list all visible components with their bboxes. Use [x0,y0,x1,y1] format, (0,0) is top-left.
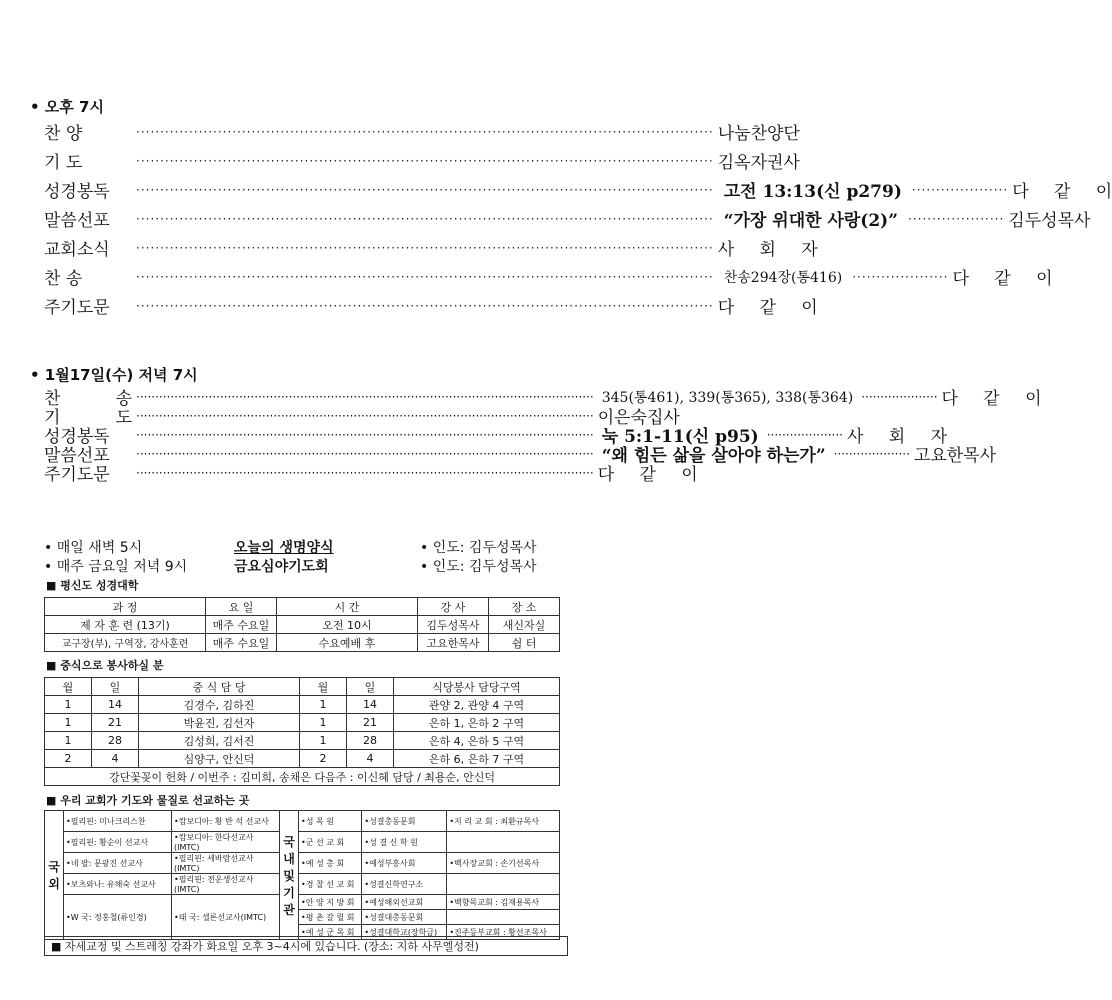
order-content: “왜 힘든 삶을 살아야 하는가” [601,446,826,466]
leader-dots: ···················· [833,446,910,461]
table-row [45,811,560,832]
mission-cell: •캄보디아: 한다선교사(IMTC) [172,832,280,853]
service-cell: 1 [300,714,347,732]
leader-dots: ························································································································ [136,465,594,480]
service-cell: 심양구, 안신덕 [139,750,300,768]
flower-row [45,768,560,786]
mission-cell: •성결대학교(장학금) [362,925,447,940]
order-row [44,147,800,174]
mission-cell: •경 찰 선 교 회 [299,874,362,895]
notice-friday-title: 금요심야기도회 [234,559,329,575]
order-leader: 김두성목사 [1008,211,1091,231]
service-cell: 21 [347,714,394,732]
leader-dots: ························································································································ [136,124,714,139]
service-cell: 박윤진, 김선자 [139,714,300,732]
order-label: 찬 송 [44,389,132,409]
order-label: 주기도문 [44,298,110,318]
order-content: 찬송294장(통416) [723,269,843,286]
mission-cell: •예 성 총 회 [299,853,362,874]
mission-cell [447,832,560,853]
leader-dots: ························································································································ [136,182,714,197]
flower-notice: 강단꽃꽂이 헌화 / 이번주 : 김미희, 송채은 다음주 : 이신혜 담당 / 최용순, 안신덕 [45,768,560,786]
service-cell: 1 [300,732,347,750]
mission-cell: •성 결 신 학 원 [362,832,447,853]
service-cell: 김성희, 김서진 [139,732,300,750]
table-row [45,874,560,895]
mission-cell: •예성해외선교회 [362,895,447,910]
order-label: 성경봉독 [44,427,110,447]
mission-cell: •백향목교회 : 김재용목사 [447,895,560,910]
order-label: 기 도 [44,153,83,173]
service-cell: 28 [347,732,394,750]
college-col-time: 시 간 [277,598,418,616]
service-cell: 은하 6, 은하 7 구역 [394,750,560,768]
college-heading: ■ 평신도 성경대학 [46,579,139,592]
order-leader: 김옥자권사 [717,153,800,173]
service-cell: 관양 2, 관양 4 구역 [394,696,560,714]
mission-cell: •네 팔: 문광진 선교사 [64,853,172,874]
service-cell: 2 [300,750,347,768]
college-cell: 매주 수요일 [206,634,277,652]
service-cell: 4 [92,750,139,768]
mission-cell [447,874,560,895]
college-cell: 매주 수요일 [206,616,277,634]
leader-dots: ························································································································ [136,427,594,442]
service-cell: 은하 4, 은하 5 구역 [394,732,560,750]
college-cell: 교구장(부), 구역장, 강사훈련 [45,634,206,652]
order-row [44,234,818,261]
service-cell: 2 [45,750,92,768]
mission-cell: •캄보디아: 황 반 석 선교사 [172,811,280,832]
college-col-place: 장 소 [489,598,560,616]
college-cell: 김두성목사 [418,616,489,634]
service-col-zone: 식당봉사 담당구역 [394,678,560,696]
order-leader: 고요한목사 [913,446,997,466]
college-cell: 새신자실 [489,616,560,634]
mission-cell: •필리핀: 황순이 선교사 [64,832,172,853]
service-cell: 1 [45,696,92,714]
order-row [44,263,1053,290]
table-row [45,853,560,874]
service-header-row [45,678,560,696]
order-content: 눅 5:1-11(신 p95) [601,427,759,447]
table-row [45,750,560,768]
college-col-teacher: 강 사 [418,598,489,616]
mission-cell: •예 성 군 목 회 [299,925,362,940]
wednesday-heading: • 1월17일(수) 저녁 7시 [30,366,198,384]
leader-dots: ························································································································ [136,408,594,423]
service-col-day2: 일 [347,678,394,696]
evening-heading: • 오후 7시 [30,98,104,116]
leader-dots: ···················· [908,211,1005,226]
order-leader: 다 같 이 [597,465,698,485]
college-cell: 고요한목사 [418,634,489,652]
order-row [44,118,800,145]
service-cell: 1 [45,714,92,732]
college-header-row [45,598,560,616]
mission-cell: •W 국: 정홍철(류인경) [64,895,172,940]
mission-cell: •성결신학연구소 [362,874,447,895]
leader-dots: ························································································································ [136,269,714,284]
service-cell: 4 [347,750,394,768]
service-cell: 28 [92,732,139,750]
order-content: 345(통461), 339(통365), 338(통364) [601,389,854,406]
order-label: 말씀선포 [44,446,110,466]
order-leader: 다 같 이 [941,389,1042,409]
table-row [45,616,560,634]
order-leader: 다 같 이 [717,298,818,318]
mission-cell: •평 촌 갈 릴 회 [299,910,362,925]
notice-dawn-time: • 매일 새벽 5시 [44,540,143,556]
order-leader: 사 회 자 [717,240,818,260]
order-leader: 다 같 이 [952,269,1053,289]
order-row [44,292,818,319]
service-col-month: 월 [45,678,92,696]
service-cell: 김경수, 김하진 [139,696,300,714]
order-label: 성경봉독 [44,182,110,202]
college-cell: 수요예배 후 [277,634,418,652]
service-col-lunch: 중 식 담 당 [139,678,300,696]
mission-cell: •백사장교회 : 손기선목사 [447,853,560,874]
service-cell: 14 [347,696,394,714]
service-table [44,677,560,786]
notice-dawn-leader: • 인도: 김두성목사 [420,540,537,556]
footer-notice: ■ 자세교정 및 스트레칭 강좌가 화요일 오후 3~4시에 있습니다. (장소: 지하 사무엘성전) [44,936,568,956]
domestic-label: 국 내 및 기 관 [280,811,299,940]
mission-cell: •필리핀: 전운생선교사(IMTC) [172,874,280,895]
mission-cell: •예성부흥사회 [362,853,447,874]
foreign-label: 국 외 [45,811,64,940]
mission-cell: •성결대총동문회 [362,910,447,925]
leader-dots: ···················· [911,182,1009,197]
order-label: 기 도 [44,408,132,428]
order-label: 교회소식 [44,240,110,260]
leader-dots: ···················· [852,269,949,284]
order-leader: 이은숙집사 [597,408,680,428]
missions-table [44,810,560,940]
notice-dawn [44,537,560,557]
college-col-course: 과 정 [45,598,206,616]
service-cell: 은하 1, 은하 2 구역 [394,714,560,732]
table-row [45,696,560,714]
order-row [44,463,698,485]
service-col-day: 일 [92,678,139,696]
table-row [45,732,560,750]
mission-cell: •필리핀: 미나크리스찬 [64,811,172,832]
mission-cell: •성결총동문회 [362,811,447,832]
table-row [45,895,560,910]
mission-cell: •군 선 교 회 [299,832,362,853]
leader-dots: ························································································································ [136,446,594,461]
mission-cell [447,910,560,925]
leader-dots: ························································································································ [136,389,594,404]
leader-dots: ························································································································ [136,298,714,313]
order-content: “가장 위대한 사랑(2)” [723,211,898,231]
missions-heading: ■ 우리 교회가 기도와 물질로 선교하는 곳 [46,794,250,807]
service-cell: 21 [92,714,139,732]
notice-friday-leader: • 인도: 김두성목사 [420,559,537,575]
notice-friday [44,556,560,576]
service-col-month2: 월 [300,678,347,696]
order-label: 주기도문 [44,465,110,485]
order-row [44,176,1112,203]
mission-cell: •안 양 지 방 회 [299,895,362,910]
order-label: 찬 양 [44,124,83,144]
order-label: 말씀선포 [44,211,110,231]
college-cell: 쉼 터 [489,634,560,652]
service-cell: 14 [92,696,139,714]
college-table [44,597,560,652]
mission-cell: •태 국: 셀론선교사(IMTC) [172,895,280,940]
order-leader: 나눔찬양단 [717,124,800,144]
table-row [45,634,560,652]
table-row [45,832,560,853]
order-label: 찬 송 [44,269,83,289]
order-leader: 사 회 자 [847,427,947,447]
college-cell: 오전 10시 [277,616,418,634]
service-cell: 1 [300,696,347,714]
order-content: 고전 13:13(신 p279) [723,182,902,202]
college-col-day: 요 일 [206,598,277,616]
leader-dots: ···················· [766,427,843,442]
mission-cell: •보츠와나: 유해숙 선교사 [64,874,172,895]
mission-cell: •지 리 교 회 : 최환규목사 [447,811,560,832]
leader-dots: ···················· [861,389,938,404]
table-row [45,714,560,732]
college-cell: 제 자 훈 련 (13기) [45,616,206,634]
notice-friday-time: • 매주 금요일 저녁 9시 [44,559,188,575]
order-leader: 다 같 이 [1012,182,1112,202]
service-heading: ■ 중식으로 봉사하실 분 [46,659,164,672]
service-cell: 1 [45,732,92,750]
order-row [44,205,1091,232]
mission-cell: •필리핀: 세바람선교사(IMTC) [172,853,280,874]
leader-dots: ························································································································ [136,240,714,255]
leader-dots: ························································································································ [136,211,714,226]
leader-dots: ························································································································ [136,153,714,168]
mission-cell: •진주등부교회 : 황선조목사 [447,925,560,940]
mission-cell: •성 목 원 [299,811,362,832]
notice-dawn-title: 오늘의 생명양식 [234,540,334,556]
